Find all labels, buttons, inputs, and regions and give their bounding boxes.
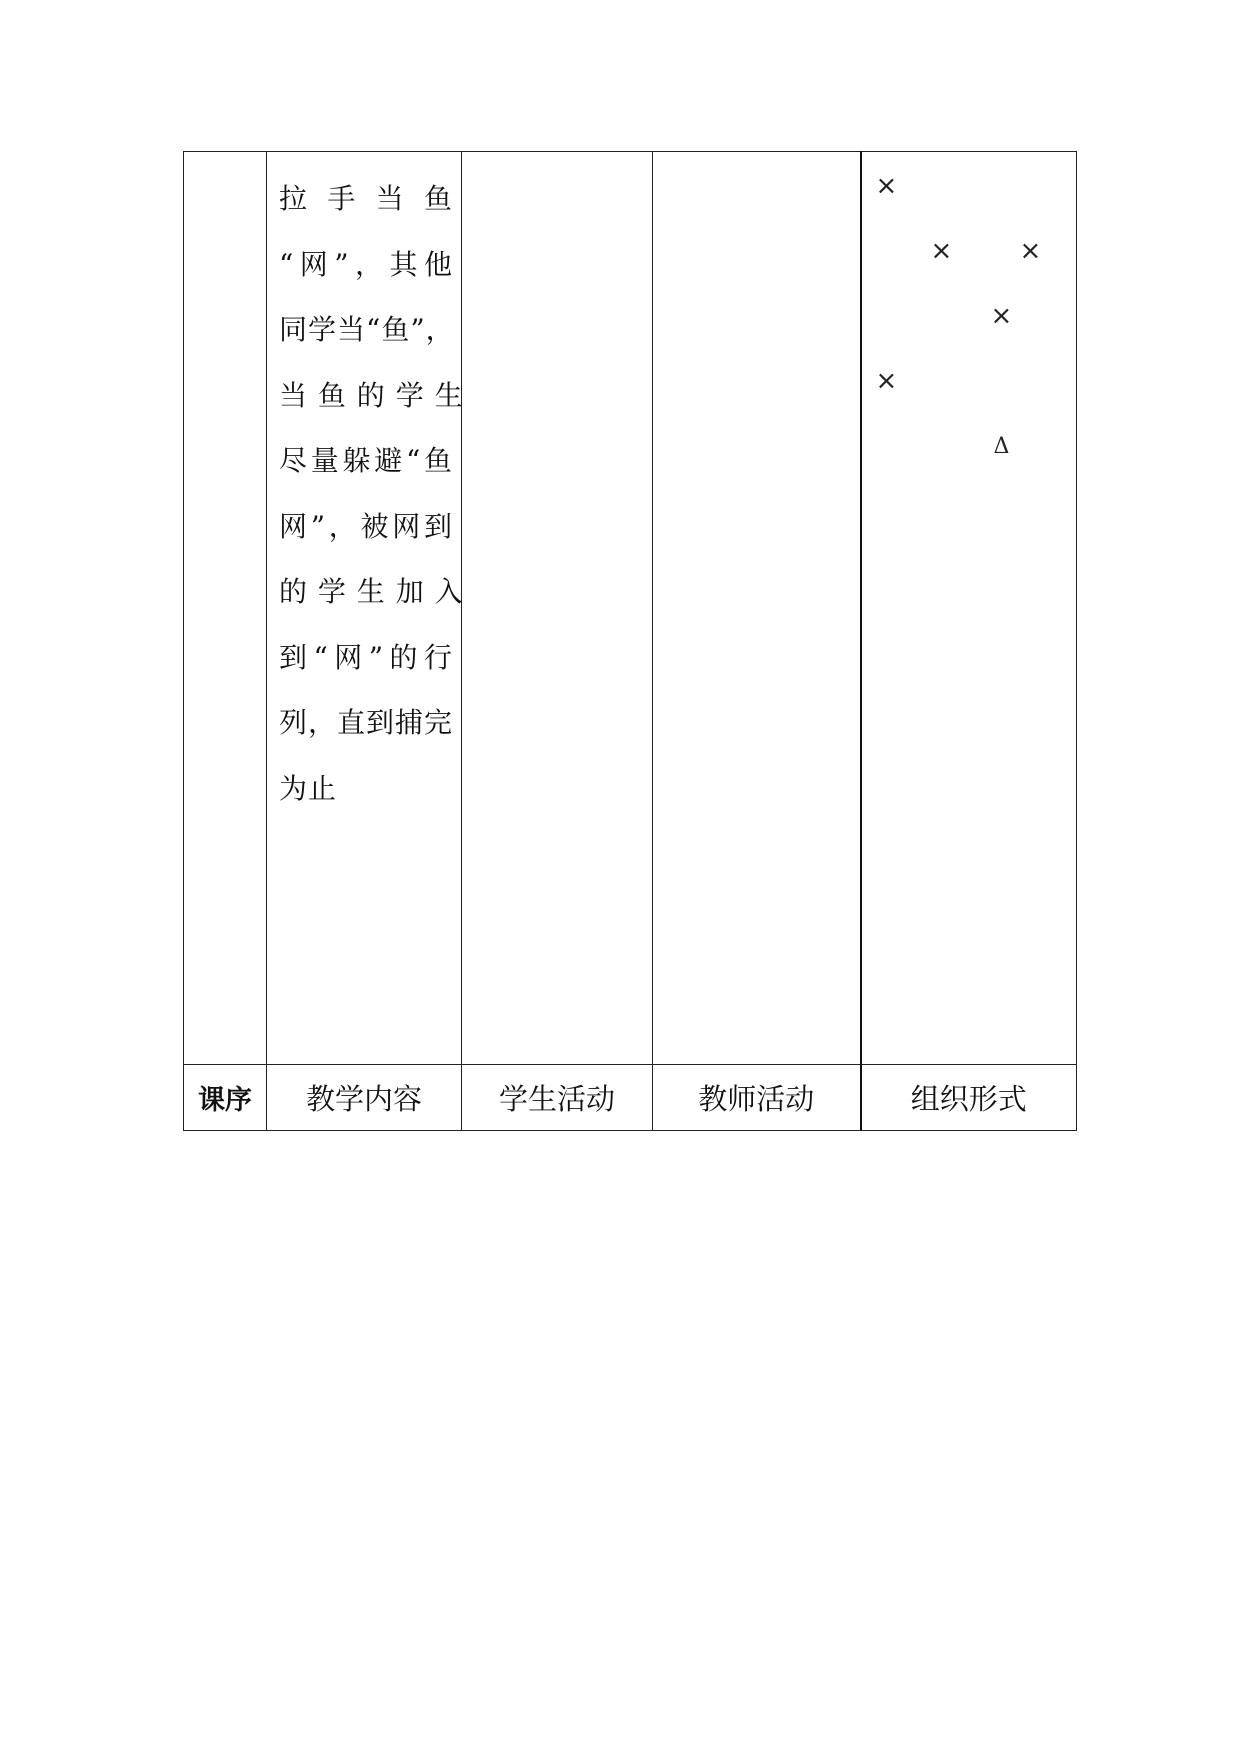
content-line: 列，直到捕完 — [279, 706, 454, 739]
student-cross-icon: × — [930, 236, 953, 266]
content-line: 到“网”的行 — [279, 640, 453, 674]
teacher-triangle-icon: Δ — [993, 434, 1010, 459]
student-cross-icon: × — [875, 171, 898, 201]
header-student-activity: 学生活动 — [462, 1065, 653, 1131]
header-organization-form: 组织形式 — [861, 1065, 1077, 1131]
content-line: “网”，其他 — [279, 247, 453, 281]
content-line: 为止 — [279, 771, 338, 805]
column-header-row — [184, 1065, 1077, 1131]
course-order-cell — [184, 152, 267, 1065]
content-line: 当 鱼 的 学 生 — [279, 378, 464, 412]
student-cross-icon: × — [1019, 236, 1042, 266]
content-line: 拉 手 当 鱼 — [279, 182, 453, 215]
header-teaching-content: 教学内容 — [267, 1065, 462, 1131]
content-line: 网”，被网到 — [279, 509, 453, 543]
formation-diagram — [862, 152, 1077, 1064]
header-course-order: 课序 — [184, 1065, 267, 1131]
header-teacher-activity: 教师活动 — [653, 1065, 861, 1131]
lesson-body-row — [184, 152, 1077, 1065]
content-line: 的 学 生 加 入 — [279, 575, 464, 608]
teaching-content-text — [267, 152, 464, 821]
student-cross-icon: × — [990, 301, 1013, 331]
student-activity-cell — [462, 152, 653, 1065]
content-line: 尽量躲避“鱼 — [279, 444, 453, 477]
teacher-activity-cell — [653, 152, 861, 1065]
lesson-plan-table — [183, 151, 1077, 1131]
organization-form-cell — [861, 152, 1077, 1065]
student-cross-icon: × — [875, 366, 898, 396]
content-line: 同学当“鱼”， — [279, 313, 455, 346]
teaching-content-cell — [267, 152, 462, 1065]
